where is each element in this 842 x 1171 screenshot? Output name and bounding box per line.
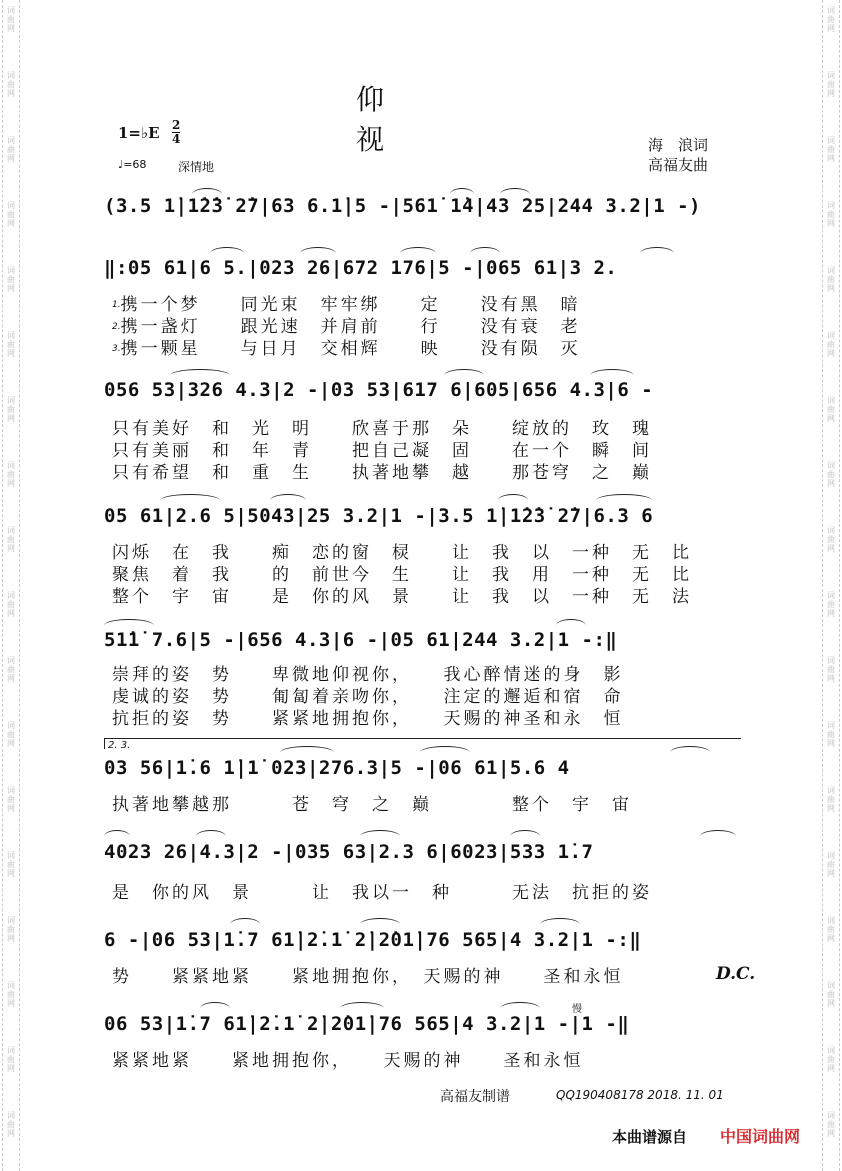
composer-credit: 高福友曲 — [648, 156, 709, 174]
slur — [160, 494, 220, 507]
watermark-text: 词 曲 网 — [7, 526, 15, 553]
slur — [280, 746, 334, 759]
watermark-text: 词 曲 网 — [7, 331, 15, 358]
slur — [230, 918, 260, 931]
watermark-text: 词 曲 网 — [7, 201, 15, 228]
lyric-row-3-verse-2: 聚焦 着 我 的 前世今 生 让 我 用 一种 无 比 — [112, 565, 692, 585]
slur — [360, 918, 400, 931]
lyric-row-3-verse-1: 闪烁 在 我 痴 恋的窗 棂 让 我 以 一种 无 比 — [112, 543, 692, 563]
watermark-text: 词 曲 网 — [7, 396, 15, 423]
slur — [104, 830, 130, 843]
lyric-row-1-verse-2: $^{2.}$携一盏灯 跟光速 并肩前 行 没有衰 老 — [112, 317, 581, 337]
source-label: 本曲谱源自 — [612, 1128, 688, 1146]
watermark-text: 词 曲 网 — [7, 71, 15, 98]
watermark-text: 词 曲 网 — [827, 786, 835, 813]
watermark-text: 词 曲 网 — [7, 1046, 15, 1073]
watermark-text: 词 曲 网 — [7, 591, 15, 618]
watermark-text: 词 曲 网 — [7, 981, 15, 1008]
slow-tempo-mark: 慢 — [572, 1004, 582, 1015]
watermark-text: 词 曲 网 — [7, 721, 15, 748]
watermark-text: 词 曲 网 — [7, 786, 15, 813]
score-maker: 高福友制谱 — [440, 1089, 510, 1105]
score-row-1: ‖:05 61|6 5.|023 26|672 176|5 -|065 61|3 2. — [104, 257, 618, 279]
watermark-text: 词 曲 网 — [827, 916, 835, 943]
watermark-text: 词 曲 网 — [7, 1111, 15, 1138]
slur — [444, 369, 484, 382]
mood-mark: 深情地 — [178, 160, 215, 174]
slur — [556, 619, 586, 632]
lyric-row-4-verse-3: 抗拒的姿 势 紧紧地拥抱你， 天赐的神圣和永 恒 — [112, 709, 624, 729]
watermark-text: 词 曲 网 — [827, 136, 835, 163]
watermark-text: 词 曲 网 — [827, 1111, 835, 1138]
watermark-text: 词 曲 网 — [827, 526, 835, 553]
watermark-text: 词 曲 网 — [827, 201, 835, 228]
time-signature — [172, 119, 180, 146]
watermark-text: 词 曲 网 — [827, 851, 835, 878]
right-watermark-strip — [822, 0, 840, 1171]
lyric-row-1-verse-1: $^{1.}$携一个梦 同光束 牢牢绑 定 没有黑 暗 — [112, 295, 581, 315]
qq-and-date: QQ190408178 2018. 11. 01 — [556, 1088, 724, 1102]
lyric-row-2-verse-2: 只有美丽 和 年 青 把自己凝 固 在一个 瞬 间 — [112, 441, 652, 461]
watermark-text: 词 曲 网 — [827, 656, 835, 683]
watermark-text: 词 曲 网 — [7, 916, 15, 943]
watermark-text: 词 曲 网 — [7, 6, 15, 33]
song-title: 仰 视 — [355, 83, 653, 156]
score-row-7: 6 -|06 53|1̇.7 61̇|2̇.1̇ 2̇|2̇01̇|76 565|4 3.2|1 -:‖ — [104, 929, 642, 951]
tempo-mark: ♩=68 — [118, 158, 147, 171]
da-capo-mark: D.C. — [716, 964, 756, 984]
score-row-2: 056 53|326 4.3|2 -|03 53|617 6|605|656 4.3|6 - — [104, 379, 654, 401]
lyric-row-5: 执著地攀越那 苍 穹 之 巅 整个 宇 宙 — [112, 795, 632, 815]
slur — [450, 188, 474, 201]
slur — [400, 247, 436, 260]
slur — [270, 494, 306, 507]
score-row-intro: (3.5 1̇|1̇2̇3̇ 2̇7|63 6.1̇|5 -|561̇ 1̇4|43 25|244 3.2|1 -) — [104, 195, 701, 217]
slur — [196, 830, 226, 843]
slur — [498, 494, 528, 507]
watermark-text: 词 曲 网 — [827, 981, 835, 1008]
time-signature-bottom: 4 — [172, 132, 181, 146]
lyric-row-7: 势 紧紧地紧 紧地拥抱你， 天赐的神 圣和永恒 — [112, 967, 624, 987]
score-row-6: 4023 26|4.3|2 -|035 63|2.3 6|6023|533 1̇.7 — [104, 841, 594, 863]
watermark-text: 词 曲 网 — [827, 591, 835, 618]
lyric-row-1-verse-3: $^{3.}$携一颗星 与日月 交相辉 映 没有陨 灭 — [112, 339, 581, 359]
slur — [340, 1002, 384, 1015]
watermark-text: 词 曲 网 — [7, 266, 15, 293]
left-watermark-strip — [2, 0, 20, 1171]
slur — [500, 188, 530, 201]
watermark-text: 词 曲 网 — [827, 331, 835, 358]
watermark-text: 词 曲 网 — [827, 1046, 835, 1073]
watermark-text: 词 曲 网 — [7, 851, 15, 878]
watermark-text: 词 曲 网 — [7, 461, 15, 488]
slur — [510, 830, 540, 843]
slur — [420, 746, 470, 759]
watermark-text: 词 曲 网 — [827, 396, 835, 423]
watermark-text: 词 曲 网 — [827, 461, 835, 488]
key-signature: 1=♭E — [118, 124, 160, 142]
lyric-row-8: 紧紧地紧 紧地拥抱你， 天赐的神 圣和永恒 — [112, 1051, 584, 1071]
watermark-text: 词 曲 网 — [827, 71, 835, 98]
slur — [470, 247, 500, 260]
lyric-row-6: 是 你的风 景 让 我以一 种 无法 抗拒的姿 — [112, 883, 652, 903]
lyricist-credit: 海 浪词 — [648, 136, 709, 154]
slur — [192, 188, 222, 201]
slur — [200, 1002, 230, 1015]
slur — [360, 830, 400, 843]
volta-label: 2. 3. — [108, 740, 131, 751]
slur — [300, 247, 336, 260]
slur — [500, 1002, 540, 1015]
watermark-text: 词 曲 网 — [7, 656, 15, 683]
lyric-row-3-verse-3: 整个 宇 宙 是 你的风 景 让 我 以 一种 无 法 — [112, 587, 692, 607]
slur — [540, 918, 580, 931]
time-signature-top: 2 — [172, 118, 181, 132]
score-row-5: 03 56|1̇.6 1̇|1̇ 023|276.3|5 -|06 61|5.6 4 — [104, 757, 570, 779]
site-link[interactable]: 中国词曲网 — [720, 1127, 801, 1146]
watermark-text: 词 曲 网 — [7, 136, 15, 163]
watermark-text: 词 曲 网 — [827, 6, 835, 33]
slur — [700, 830, 736, 843]
score-row-8: 06 53|1̇.7 61̇|2̇.1̇ 2̇|2̇01̇|76 565|4 3.2|1 -|1 -‖ — [104, 1013, 630, 1035]
watermark-text: 词 曲 网 — [827, 721, 835, 748]
lyric-row-2-verse-1: 只有美好 和 光 明 欣喜于那 朵 绽放的 玫 瑰 — [112, 419, 652, 439]
score-row-3: 05 61|2.6 5|5043|25 3.2|1 -|3.5 1̇|1̇2̇3̇ 2̇7|6.3 6 — [104, 505, 654, 527]
slur — [210, 247, 244, 260]
slur — [670, 746, 710, 759]
watermark-text: 词 曲 网 — [827, 266, 835, 293]
slur — [640, 247, 674, 260]
slur — [104, 619, 154, 632]
slur — [596, 494, 652, 507]
lyric-row-4-verse-1: 崇拜的姿 势 卑微地仰视你， 我心醉情迷的身 影 — [112, 665, 624, 685]
volta-bracket — [104, 738, 741, 749]
lyric-row-4-verse-2: 虔诚的姿 势 匍匐着亲吻你， 注定的邂逅和宿 命 — [112, 687, 624, 707]
lyric-row-2-verse-3: 只有希望 和 重 生 执著地攀 越 那苍穹 之 巅 — [112, 463, 652, 483]
slur — [170, 369, 230, 382]
slur — [590, 369, 634, 382]
score-row-4: 51̇1̇ 7.6|5 -|656 4.3|6 -|05 61|244 3.2|1 -:‖ — [104, 629, 618, 651]
